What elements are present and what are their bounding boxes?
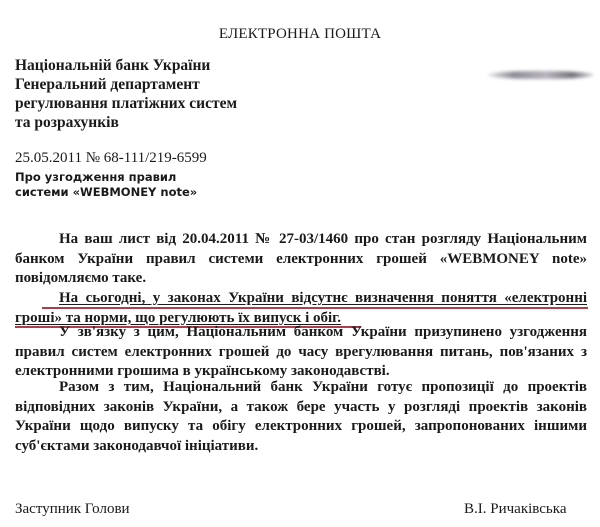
subject-line: Про узгодження правил bbox=[15, 170, 177, 184]
paragraph-line: На ваш лист від 20.04.2011 № 27-03/1460 про стан розгляду Національним bbox=[59, 231, 587, 247]
signatory-name: В.І. Ричаківська bbox=[464, 501, 567, 517]
paragraph-line: банком України правил системи електронних грошей «WEBMONEY note» bbox=[15, 250, 587, 267]
addressee-line: та розрахунків bbox=[15, 114, 119, 131]
addressee-line: Генеральний департамент bbox=[15, 76, 200, 93]
reference-number: 25.05.2011 № 68-111/219-6599 bbox=[15, 150, 207, 166]
subject-line: системи «WEBMONEY note» bbox=[15, 185, 198, 199]
addressee-block bbox=[15, 56, 237, 132]
paragraph-4 bbox=[15, 378, 587, 456]
paragraph-line-text: гроші» та норми, що регулюють їх випуск і обіг. bbox=[15, 309, 342, 326]
paragraph-line: На сьогодні, у законах України відсутнє визначення поняття «електронні bbox=[59, 290, 587, 306]
paragraph-3 bbox=[15, 323, 587, 382]
paragraph-line: Разом з тим, Національний банк України готує пропозиції до проектів bbox=[59, 379, 587, 395]
paragraph-line: України щодо випуску та обігу електронних грошей, запропонованих іншими bbox=[15, 418, 587, 434]
addressee-line: Національній банк України bbox=[15, 57, 211, 74]
paragraph-line: відповідних законів України, а також бере участь у розгляді проектів законів bbox=[15, 398, 587, 415]
paragraph-line: електронними грошима в українському законодавстві. bbox=[15, 363, 390, 379]
paragraph-line: правил систем електронних грошей до часу врегулювання питань, пов'язаних з bbox=[15, 343, 587, 360]
paragraph-1 bbox=[15, 230, 587, 289]
addressee-line: регулювання платіжних систем bbox=[15, 95, 238, 112]
paragraph-line: У зв'язку з цим, Національним банком України призупинено узгодження bbox=[59, 324, 587, 340]
signatory-position: Заступник Голови bbox=[15, 501, 130, 517]
document-heading: ЕЛЕКТРОННА ПОШТА bbox=[218, 26, 382, 42]
redacted-stamp bbox=[487, 71, 594, 79]
paragraph-line: суб'єктами законодавчої ініціативи. bbox=[15, 437, 259, 454]
paragraph-line: повідомляємо таке. bbox=[15, 270, 147, 286]
subject-block bbox=[15, 170, 197, 200]
red-underline-mark bbox=[42, 307, 588, 309]
